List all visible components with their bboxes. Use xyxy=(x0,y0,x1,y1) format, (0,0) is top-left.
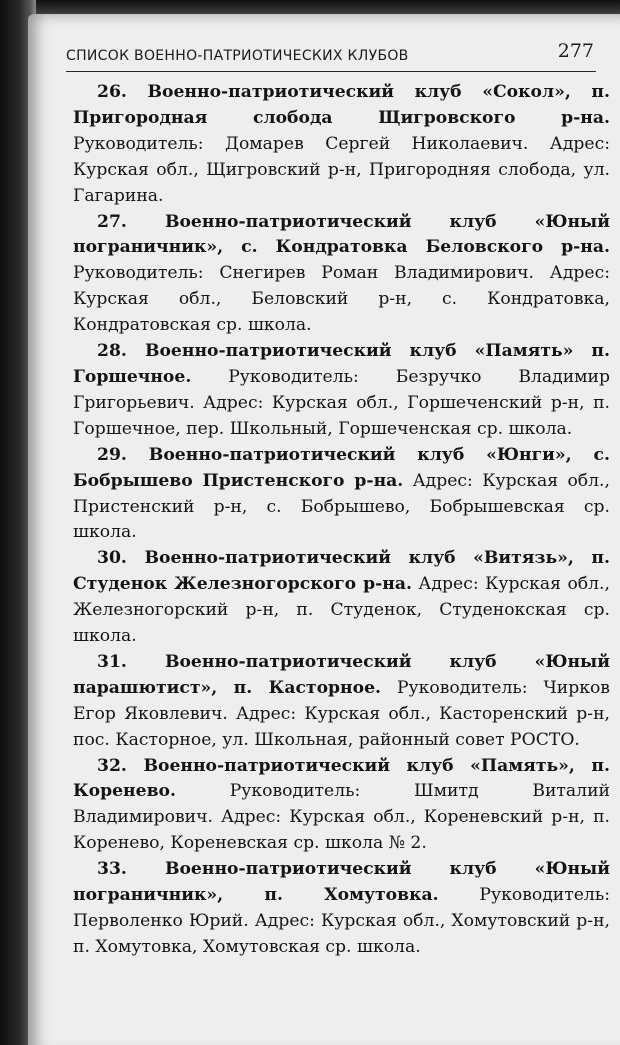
entry-details: Руководитель: Перволенко Юрий. Адрес: Курская обл., Хомутовский р-н, п. Хомутовка, Хомутовская ср. школа. xyxy=(73,885,610,957)
entry-details: Руководитель: Безручко Владимир Григорьевич. Адрес: Курская обл., Горшеченский р-н, п. Горшечное, пер. Школьный, Горшеченская ср. школа. xyxy=(73,366,610,439)
entry-heading: 32. Военно-патриотический клуб «Память», п. Коренево. xyxy=(73,755,610,802)
entry-heading: 27. Военно-патриотический клуб «Юный пограничник», с. Кондратовка Беловского р-на. xyxy=(73,211,610,258)
running-header xyxy=(66,40,594,66)
list-item xyxy=(73,546,610,650)
list-item xyxy=(73,857,610,961)
entry-details: Руководитель: Чирков Егор Яковлевич. Адрес: Курская обл., Касторенский р-н, пос. Касторное, ул. Школьная, районный совет РОСТО. xyxy=(73,677,610,750)
entry-heading: 26. Военно-патриотический клуб «Сокол», п. Пригородная слобода Щигровского р-на. xyxy=(73,82,610,128)
list-item xyxy=(73,80,610,210)
list-item xyxy=(73,650,610,754)
entry-details: Руководитель: Снегирев Роман Владимирович. Адрес: Курская обл., Беловский р-н, с. Кондратовка, Кондратовская ср. школа. xyxy=(73,263,610,336)
entry-heading: 33. Военно-патриотический клуб «Юный пограничник», п. Хомутовка. xyxy=(73,859,610,906)
entry-heading: 30. Военно-патриотический клуб «Витязь», п. Студенок Железногорского р-на. xyxy=(73,548,610,595)
entry-heading: 31. Военно-патриотический клуб «Юный парашютист», п. Касторное. xyxy=(73,651,610,698)
list-item xyxy=(73,210,610,340)
club-list xyxy=(73,80,610,961)
header-rule xyxy=(66,71,596,72)
entry-details: Адрес: Курская обл., Пристенский р-н, с. Бобрышево, Бобрышевская ср. школа. xyxy=(73,470,610,543)
header-title: СПИСОК ВОЕННО-ПАТРИОТИЧЕСКИХ КЛУБОВ xyxy=(66,48,409,64)
entry-details: Руководитель: Домарев Сергей Николаевич. Адрес: Курская обл., Щигровский р-н, Пригородняя слобода, ул. Гагарина. xyxy=(73,133,610,206)
page-number: 277 xyxy=(557,40,594,62)
list-item xyxy=(73,754,610,858)
entry-details: Адрес: Курская обл., Железногорский р-н, п. Студенок, Студенокская ср. школа. xyxy=(73,574,610,647)
entry-heading: 29. Военно-патриотический клуб «Юнги», с. Бобрышево Пристенского р-на. xyxy=(73,444,610,491)
entry-details: Руководитель: Шмитд Виталий Владимирович. Адрес: Курская обл., Кореневский р-н, п. Коренево, Кореневская ср. школа № 2. xyxy=(73,781,610,854)
entry-heading: 28. Военно-патриотический клуб «Память» п. Горшечное. xyxy=(73,341,610,387)
list-item xyxy=(73,339,610,443)
list-item xyxy=(73,443,610,547)
